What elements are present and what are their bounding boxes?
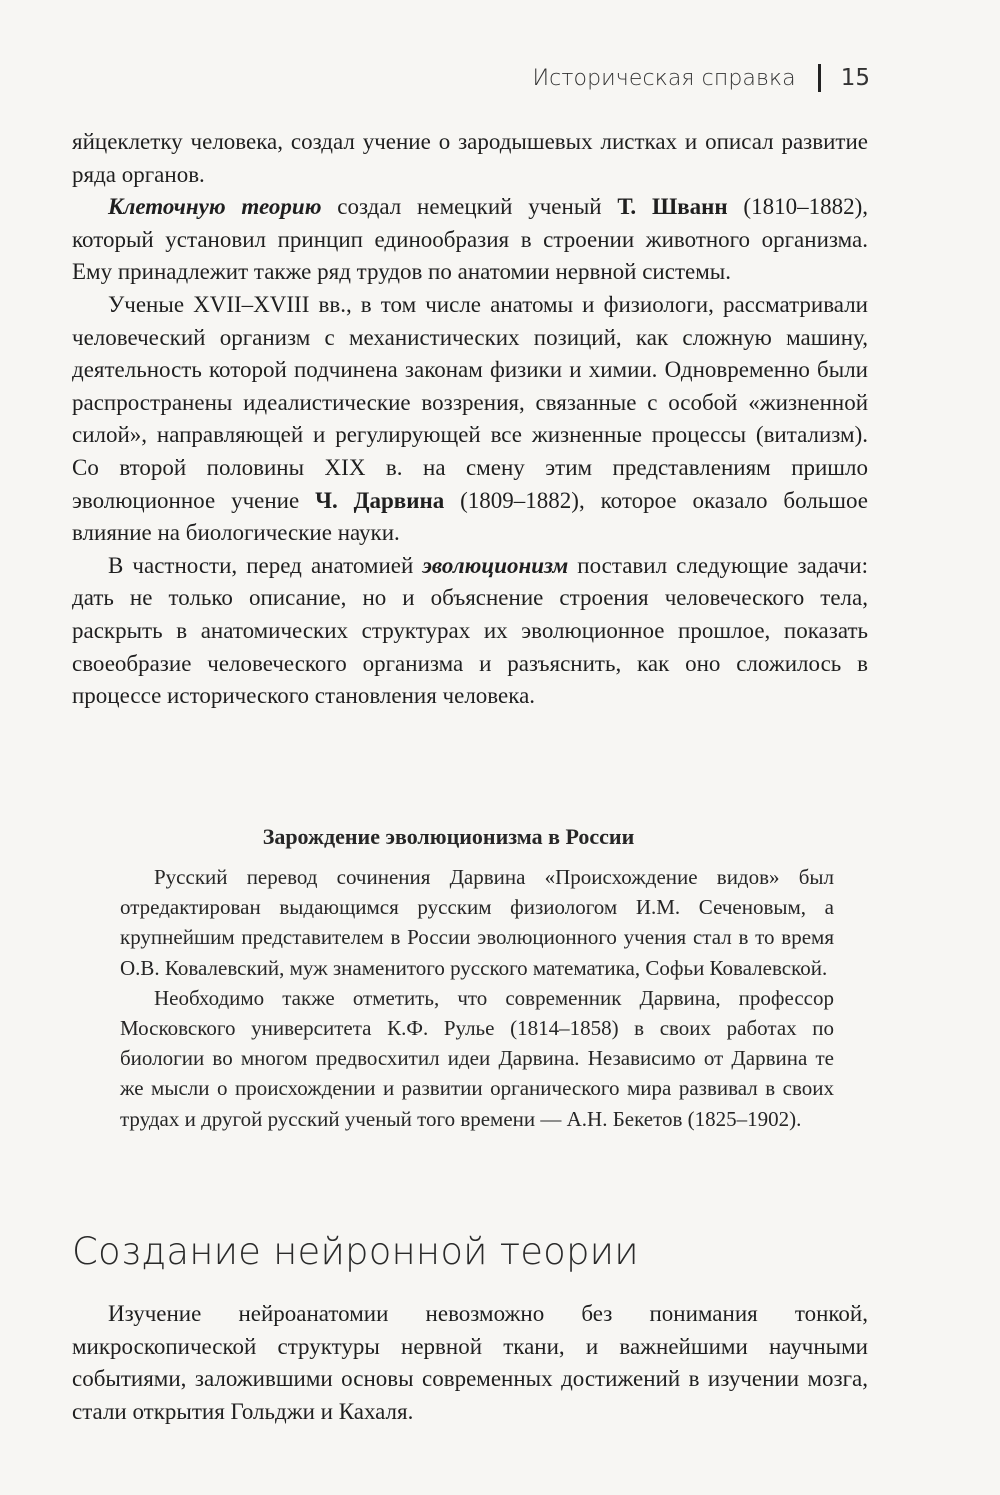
sidebar-box-text xyxy=(120,862,834,1134)
person-schwann: Т. Шванн xyxy=(617,194,728,220)
person-darwin: Ч. Дарвина xyxy=(315,487,445,513)
paragraph-text: (1810–1882), который установил принцип единообразия в строении животного организма. Ему принадлежит также ряд трудов по анатомии нервной системы. xyxy=(72,194,868,285)
term-evolutionism: эволюционизм xyxy=(422,552,569,578)
paragraph-evolutionism xyxy=(72,550,868,713)
main-text xyxy=(72,126,868,713)
paragraph-text: создал немецкий ученый xyxy=(321,194,618,220)
paragraph-cell-theory xyxy=(72,191,868,289)
paragraph-neuroanatomy: Изучение нейроанатомии невозможно без понимания тонкой, микроскопической структуры нервной ткани, и важнейшими научными событиями, заложившими основы современных достижений в изучении мозга, стали открытия Гольджи и Кахаля. xyxy=(72,1301,868,1424)
running-header-section-title: Историческая справка xyxy=(532,65,796,91)
sidebar-paragraph-translation: Русский перевод сочинения Дарвина «Происхождение видов» был отредактирован выдающимся русским физиологом И.М. Сеченовым, а крупнейшим представителем в России эволюционного учения стал в то время О.В. Ковалевский, муж знаменитого русского математика, Софьи Ковалевской. xyxy=(120,865,834,980)
running-header xyxy=(532,64,870,92)
paragraph-text: Ученые XVII–XVIII вв., в том числе анатомы и физиологи, рассматривали человеческий организм с механистических позиций, как сложную машину, деятельность которой подчинена законам физики и химии. Одновременно были распространены идеалистические воззрения, связанные с особой «жизненной силой», направляющей и регулирующей все жизненные процессы (витализм). Со второй половины XIX в. на смену этим представлениям пришло эволюционное учение xyxy=(72,291,868,513)
header-divider xyxy=(818,64,821,92)
paragraph-text: В частности, перед анатомией xyxy=(108,552,423,578)
paragraph-text: поставил следующие задачи: дать не только описание, но и объяснение строения человеческого тела, раскрыть в анатомических структурах их эволюционное прошлое, показать своеобразие человеческого организма и разъяснить, как оно сложилось в процессе исторического становления человека. xyxy=(72,552,869,709)
paragraph-scientists xyxy=(72,289,868,550)
section-text xyxy=(72,1298,868,1428)
paragraph-continuation: яйцеклетку человека, создал учение о зародышевых листках и описал развитие ряда органов. xyxy=(72,129,868,187)
term-cell-theory: Клеточную теорию xyxy=(108,194,322,220)
section-heading: Создание нейронной теории xyxy=(72,1230,639,1273)
sidebar-paragraph-roulier: Необходимо также отметить, что современник Дарвина, профессор Московского университета К.Ф. Рулье (1814–1858) в своих работах по биологии во многом предвосхитил идеи Дарвина. Независимо от Дарвина те же мысли о происхождении и развитии органического мира развивал в своих трудах и другой русский ученый того времени — А.Н. Бекетов (1825–1902). xyxy=(120,985,834,1131)
page-number: 15 xyxy=(840,65,870,91)
paragraph-text: (1809–1882), которое оказало большое влияние на биологические науки. xyxy=(72,487,868,546)
sidebar-box-title: Зарождение эволюционизма в России xyxy=(262,824,635,849)
